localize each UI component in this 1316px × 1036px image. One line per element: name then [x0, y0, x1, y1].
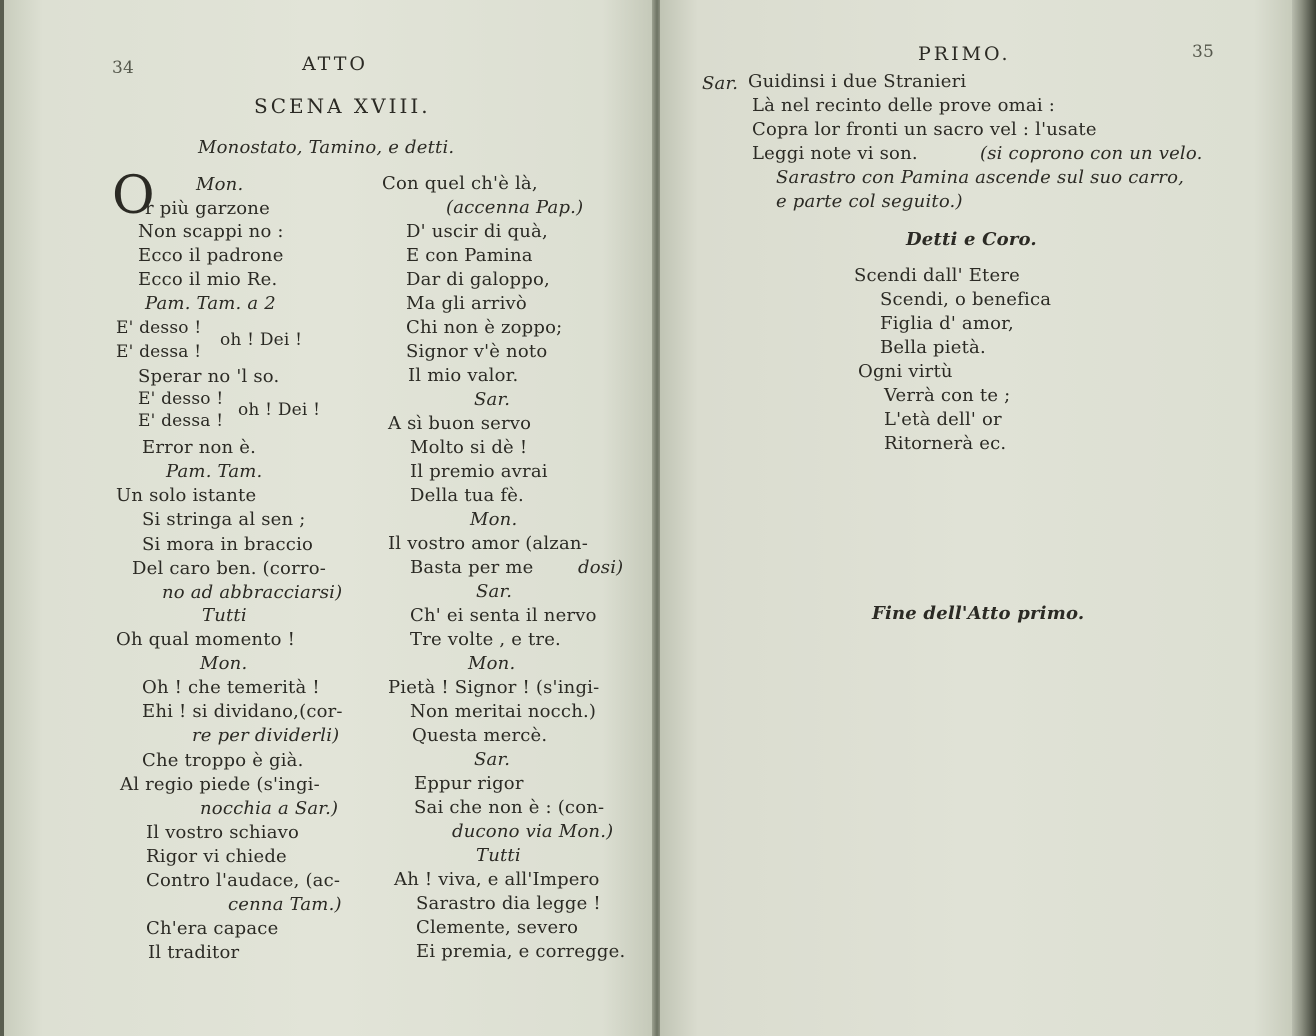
- speaker-label: Mon.: [196, 174, 244, 195]
- verse-line: E con Pamina: [406, 245, 533, 266]
- verse-line: E' desso !: [138, 389, 224, 409]
- stage-direction: nocchia a Sar.): [200, 798, 339, 819]
- verse-line: Leggi note vi son.: [752, 143, 918, 164]
- verse-line: Chi non è zoppo;: [406, 317, 563, 338]
- verse-line: Ecco il mio Re.: [138, 269, 278, 290]
- verse-line: Ch' ei senta il nervo: [410, 605, 597, 626]
- verse-line: Con quel ch'è là,: [382, 173, 538, 194]
- verse-line: Bella pietà.: [880, 337, 986, 358]
- verse-line: Basta per me: [410, 557, 534, 578]
- verse-line: Signor v'è noto: [406, 341, 548, 362]
- stage-direction: Sarastro con Pamina ascende sul suo carro,: [776, 167, 1185, 188]
- running-head-left: ATTO: [302, 53, 368, 75]
- speaker-label: Sar.: [474, 749, 511, 770]
- verse-line: Copra lor fronti un sacro vel : l'usate: [752, 119, 1097, 140]
- verse-line: Della tua fè.: [410, 485, 524, 506]
- speaker-label: Sar.: [702, 73, 739, 94]
- verse-line: Ei premia, e corregge.: [416, 941, 626, 962]
- verse-line: Il vostro schiavo: [146, 822, 300, 843]
- verse-line: Là nel recinto delle prove omai :: [752, 95, 1055, 116]
- book-edge-right: [1292, 0, 1316, 1036]
- speaker-label: Pam. Tam.: [166, 461, 263, 482]
- verse-line: Ma gli arrivò: [406, 293, 527, 314]
- speaker-label: Tutti: [202, 605, 247, 626]
- speaker-label: Mon.: [200, 653, 248, 674]
- speaker-label: Mon.: [468, 653, 516, 674]
- speaker-label: Mon.: [470, 509, 518, 530]
- speaker-label: Tutti: [476, 845, 521, 866]
- verse-line: Ecco il padrone: [138, 245, 284, 266]
- verse-line: Verrà con te ;: [884, 385, 1011, 406]
- stage-direction: no ad abbracciarsi): [162, 582, 343, 603]
- speaker-label: Sar.: [476, 581, 513, 602]
- verse-line: Error non è.: [142, 437, 257, 458]
- verse-line: Non scappi no :: [138, 221, 284, 242]
- page-number-left: 34: [112, 58, 135, 78]
- verse-line: E' dessa !: [116, 342, 202, 362]
- verse-line: Tre volte , e tre.: [410, 629, 561, 650]
- speaker-label: Detti e Coro.: [906, 229, 1037, 250]
- verse-line: Sai che non è : (con-: [414, 797, 605, 818]
- verse-line: Si mora in braccio: [142, 534, 314, 555]
- verse-line: oh ! Dei !: [220, 330, 303, 350]
- verse-line: Il mio valor.: [408, 365, 519, 386]
- verse-line: E' desso !: [116, 318, 202, 338]
- verse-line: oh ! Dei !: [238, 400, 321, 420]
- stage-direction: cenna Tam.): [228, 894, 342, 915]
- verse-line: Guidinsi i due Stranieri: [748, 71, 967, 92]
- verse-line: r più garzone: [145, 198, 270, 219]
- verse-line: L'età dell' or: [884, 409, 1002, 430]
- scene-characters: Monostato, Tamino, e detti.: [198, 137, 455, 158]
- verse-line: D' uscir di quà,: [406, 221, 548, 242]
- stage-direction: (accenna Pap.): [446, 197, 584, 218]
- verse-line: Oh qual momento !: [116, 629, 296, 650]
- verse-line: Il traditor: [148, 942, 240, 963]
- verse-line: Non meritai nocch.): [410, 701, 597, 722]
- verse-line: Un solo istante: [116, 485, 257, 506]
- scene-title: SCENA XVIII.: [254, 94, 431, 118]
- verse-line: Che troppo è già.: [142, 750, 304, 771]
- verse-line: Eppur rigor: [414, 773, 524, 794]
- verse-line: Ch'era capace: [146, 918, 279, 939]
- verse-line: Ehi ! si dividano,(cor-: [142, 701, 343, 722]
- verse-line: Clemente, severo: [416, 917, 579, 938]
- verse-line: Sperar no 'l so.: [138, 366, 280, 387]
- verse-line: Al regio piede (s'ingi-: [120, 774, 320, 795]
- end-of-act-note: Fine dell'Atto primo.: [872, 603, 1085, 624]
- verse-line: Scendi, o benefica: [880, 289, 1052, 310]
- drop-cap: O: [112, 166, 155, 226]
- verse-line: Del caro ben. (corro-: [132, 558, 327, 579]
- verse-line: Figlia d' amor,: [880, 313, 1014, 334]
- speaker-label: Sar.: [474, 389, 511, 410]
- verse-line: Sarastro dia legge !: [416, 893, 601, 914]
- verse-line: Oh ! che temerità !: [142, 677, 320, 698]
- verse-line: Ah ! viva, e all'Impero: [394, 869, 600, 890]
- verse-line: Si stringa al sen ;: [142, 509, 306, 530]
- stage-direction: (si coprono con un velo.: [980, 143, 1203, 164]
- verse-line: Molto si dè !: [410, 437, 528, 458]
- stage-direction: re per dividerli): [192, 725, 340, 746]
- verse-line: Rigor vi chiede: [146, 846, 287, 867]
- verse-line: Contro l'audace, (ac-: [146, 870, 341, 891]
- stage-direction: e parte col seguito.): [776, 191, 963, 212]
- verse-line: Il premio avrai: [410, 461, 548, 482]
- verse-line: Questa mercè.: [412, 725, 548, 746]
- verse-line: Ogni virtù: [858, 361, 953, 382]
- verse-line: E' dessa !: [138, 411, 224, 431]
- verse-line: Ritornerà ec.: [884, 433, 1007, 454]
- stage-direction: ducono via Mon.): [452, 821, 614, 842]
- running-head-right: PRIMO.: [918, 43, 1011, 65]
- verse-line: Pietà ! Signor ! (s'ingi-: [388, 677, 600, 698]
- verse-line: Dar di galoppo,: [406, 269, 550, 290]
- verse-line: Scendi dall' Etere: [854, 265, 1020, 286]
- verse-line: A sì buon servo: [388, 413, 532, 434]
- verse-line: Il vostro amor (alzan-: [388, 533, 588, 554]
- stage-direction: dosi): [578, 557, 624, 578]
- speaker-label: Pam. Tam. a 2: [145, 293, 276, 314]
- page-number-right: 35: [1192, 42, 1215, 62]
